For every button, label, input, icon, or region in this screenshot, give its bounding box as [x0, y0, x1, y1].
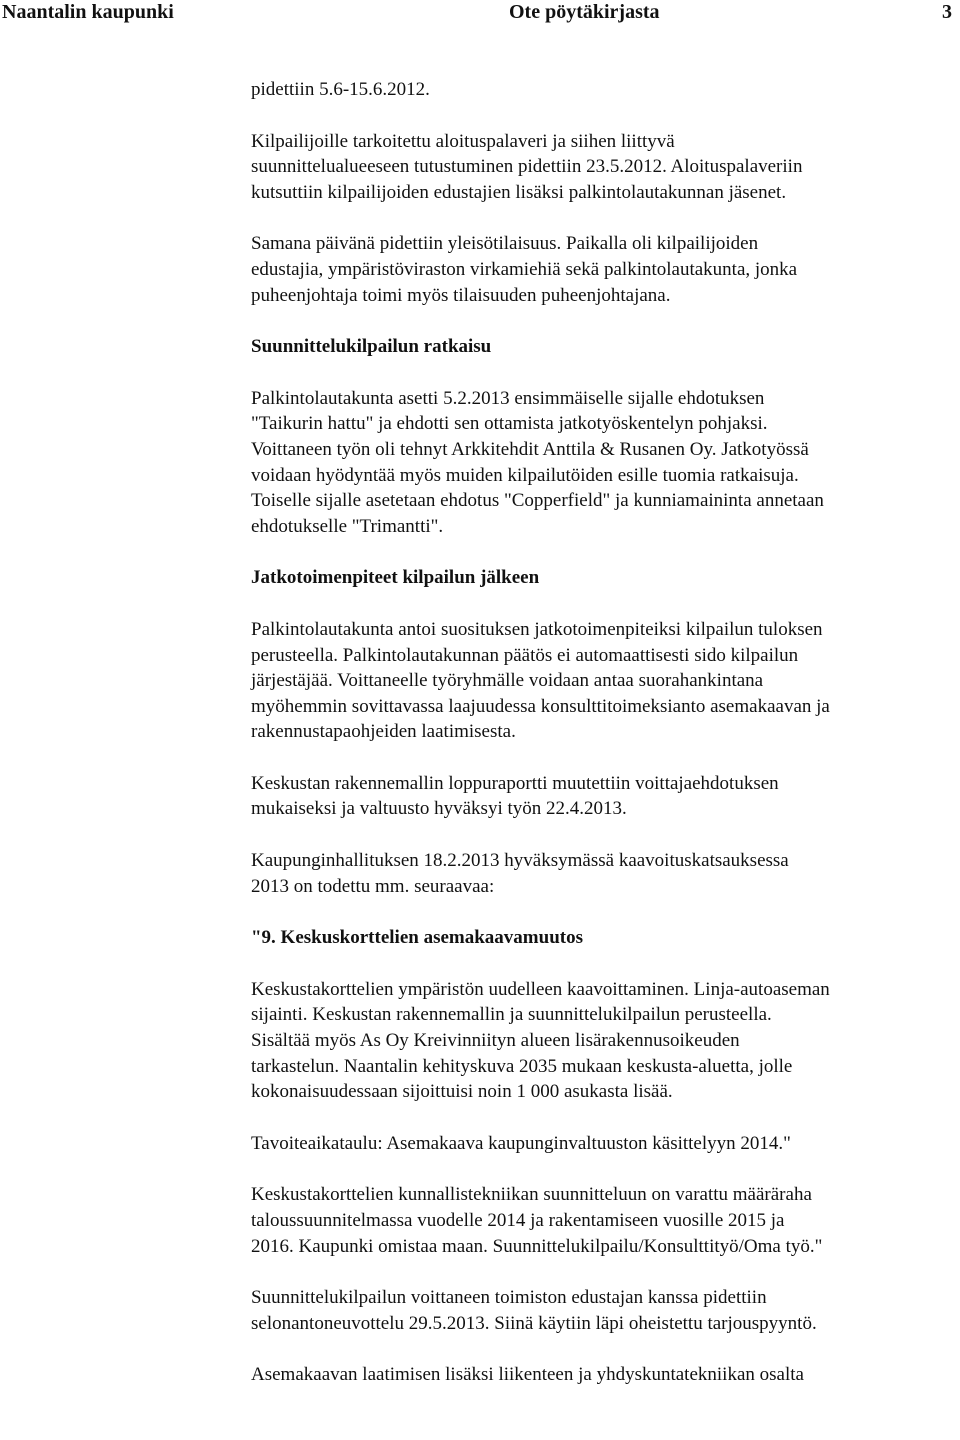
text-line: suunnittelualueeseen tutustuminen pidettiin 23.5.2012. Aloituspalaveriin	[251, 156, 803, 178]
text-line: Keskustakorttelien ympäristön uudelleen kaavoittaminen. Linja-autoaseman	[251, 978, 830, 1000]
text-line: Jatkotoimenpiteet kilpailun jälkeen	[251, 567, 540, 589]
text-line: Palkintolautakunta antoi suosituksen jatkotoimenpiteiksi kilpailun tuloksen	[251, 618, 823, 640]
paragraph	[251, 1285, 960, 1336]
text-line: selonantoneuvottelu 29.5.2013. Siinä käytiin läpi oheistettu tarjouspyyntö.	[251, 1312, 817, 1334]
text-line: mukaiseksi ja valtuusto hyväksyi työn 22.4.2013.	[251, 798, 627, 820]
paragraph	[251, 977, 960, 1105]
header-document-type: Ote pöytäkirjasta	[509, 1, 660, 23]
text-line: Suunnittelukilpailun voittaneen toimiston edustajan kanssa pidettiin	[251, 1287, 767, 1309]
text-line: Keskustan rakennemallin loppuraportti muutettiin voittajaehdotuksen	[251, 772, 779, 794]
paragraph	[251, 1182, 960, 1259]
paragraph	[251, 77, 960, 103]
section-heading	[251, 334, 960, 360]
paragraph	[251, 386, 960, 540]
section-heading	[251, 565, 960, 591]
text-line: taloussuunnitelmassa vuodelle 2014 ja rakentamiseen vuosille 2015 ja	[251, 1210, 785, 1231]
text-line: Kilpailijoille tarkoitettu aloituspalaveri ja siihen liittyvä	[251, 130, 675, 152]
paragraph-gap	[251, 745, 960, 771]
text-line: Asemakaavan laatimisen lisäksi liikenteen ja yhdyskuntatekniikan osalta	[251, 1364, 804, 1386]
paragraph-gap	[251, 205, 960, 231]
paragraph-gap	[251, 822, 960, 848]
text-line: sijainti. Keskustan rakennemallin ja suunnittelukilpailun perusteella.	[251, 1004, 772, 1026]
paragraph-gap	[251, 1156, 960, 1182]
paragraph-gap	[251, 1336, 960, 1362]
text-line: ehdotukselle "Trimantti".	[251, 515, 444, 537]
text-line: 2016. Kaupunki omistaa maan. Suunnittelukilpailu/Konsulttityö/Oma työ."	[251, 1235, 823, 1257]
text-line: Keskustakorttelien kunnallistekniikan suunnitteluun on varattu määräraha	[251, 1184, 812, 1206]
paragraph-gap	[251, 360, 960, 386]
header-organization: Naantalin kaupunki	[2, 1, 174, 23]
paragraph-gap	[251, 1105, 960, 1131]
text-line: "9. Keskuskorttelien asemakaavamuutos	[251, 927, 583, 949]
text-line: tarkastelun. Naantalin kehityskuva 2035 mukaan keskusta-aluetta, jolle	[251, 1055, 793, 1077]
header-page-number: 3	[942, 1, 952, 23]
text-line: Tavoiteaikataulu: Asemakaava kaupunginvaltuuston käsittelyyn 2014."	[251, 1132, 791, 1154]
text-line: "Taikurin hattu" ja ehdotti sen ottamista jatkotyöskentelyn pohjaksi.	[251, 413, 768, 435]
text-line: Sisältää myös As Oy Kreivinniityn alueen lisärakennusoikeuden	[251, 1030, 740, 1052]
page-header	[0, 0, 960, 26]
text-line: kokonaisuudessaan sijoittuisi noin 1 000 asukasta lisää.	[251, 1081, 673, 1103]
text-line: kutsuttiin kilpailijoiden edustajien lisäksi palkintolautakunnan jäsenet.	[251, 181, 787, 203]
text-line: Suunnittelukilpailun ratkaisu	[251, 336, 492, 358]
text-line: edustajia, ympäristöviraston virkamiehiä sekä palkintolautakunta, jonka	[251, 258, 798, 280]
text-line: rakennustapaohjeiden laatimisesta.	[251, 721, 516, 743]
paragraph-gap	[251, 539, 960, 565]
paragraph	[251, 848, 960, 899]
section-heading	[251, 925, 960, 951]
text-line: Voittaneen työn oli tehnyt Arkkitehdit Anttila & Rusanen Oy. Jatkotyössä	[251, 438, 809, 460]
text-line: perusteella. Palkintolautakunnan päätös ei automaattisesti sido kilpailun	[251, 644, 799, 666]
text-line: Palkintolautakunta asetti 5.2.2013 ensimmäiselle sijalle ehdotuksen	[251, 387, 765, 409]
paragraph	[251, 231, 960, 308]
text-line: 2013 on todettu mm. seuraavaa:	[251, 875, 495, 897]
paragraph	[251, 1131, 960, 1157]
text-line: järjestäjää. Voittaneelle työryhmälle voidaan antaa suorahankintana	[251, 670, 764, 692]
paragraph	[251, 129, 960, 206]
paragraph	[251, 617, 960, 745]
document-body	[251, 77, 960, 1388]
text-line: Kaupunginhallituksen 18.2.2013 hyväksymässä kaavoituskatsauksessa	[251, 850, 789, 872]
paragraph-gap	[251, 899, 960, 925]
text-line: pidettiin 5.6-15.6.2012.	[251, 79, 430, 100]
text-line: Toiselle sijalle asetetaan ehdotus "Copperfield" ja kunniamaininta annetaan	[251, 490, 824, 512]
paragraph-gap	[251, 951, 960, 977]
paragraph-gap	[251, 591, 960, 617]
paragraph-gap	[251, 1259, 960, 1285]
text-line: myöhemmin sovittavassa laajuudessa konsulttitoimeksianto asemakaavan ja	[251, 695, 830, 717]
text-line: voidaan hyödyntää myös muiden kilpailutöiden esille tuomia ratkaisuja.	[251, 464, 799, 486]
paragraph-gap	[251, 103, 960, 129]
paragraph	[251, 771, 960, 822]
text-line: puheenjohtaja toimi myös tilaisuuden puheenjohtajana.	[251, 284, 671, 306]
text-line: Samana päivänä pidettiin yleisötilaisuus. Paikalla oli kilpailijoiden	[251, 233, 759, 255]
paragraph	[251, 1362, 960, 1388]
paragraph-gap	[251, 308, 960, 334]
